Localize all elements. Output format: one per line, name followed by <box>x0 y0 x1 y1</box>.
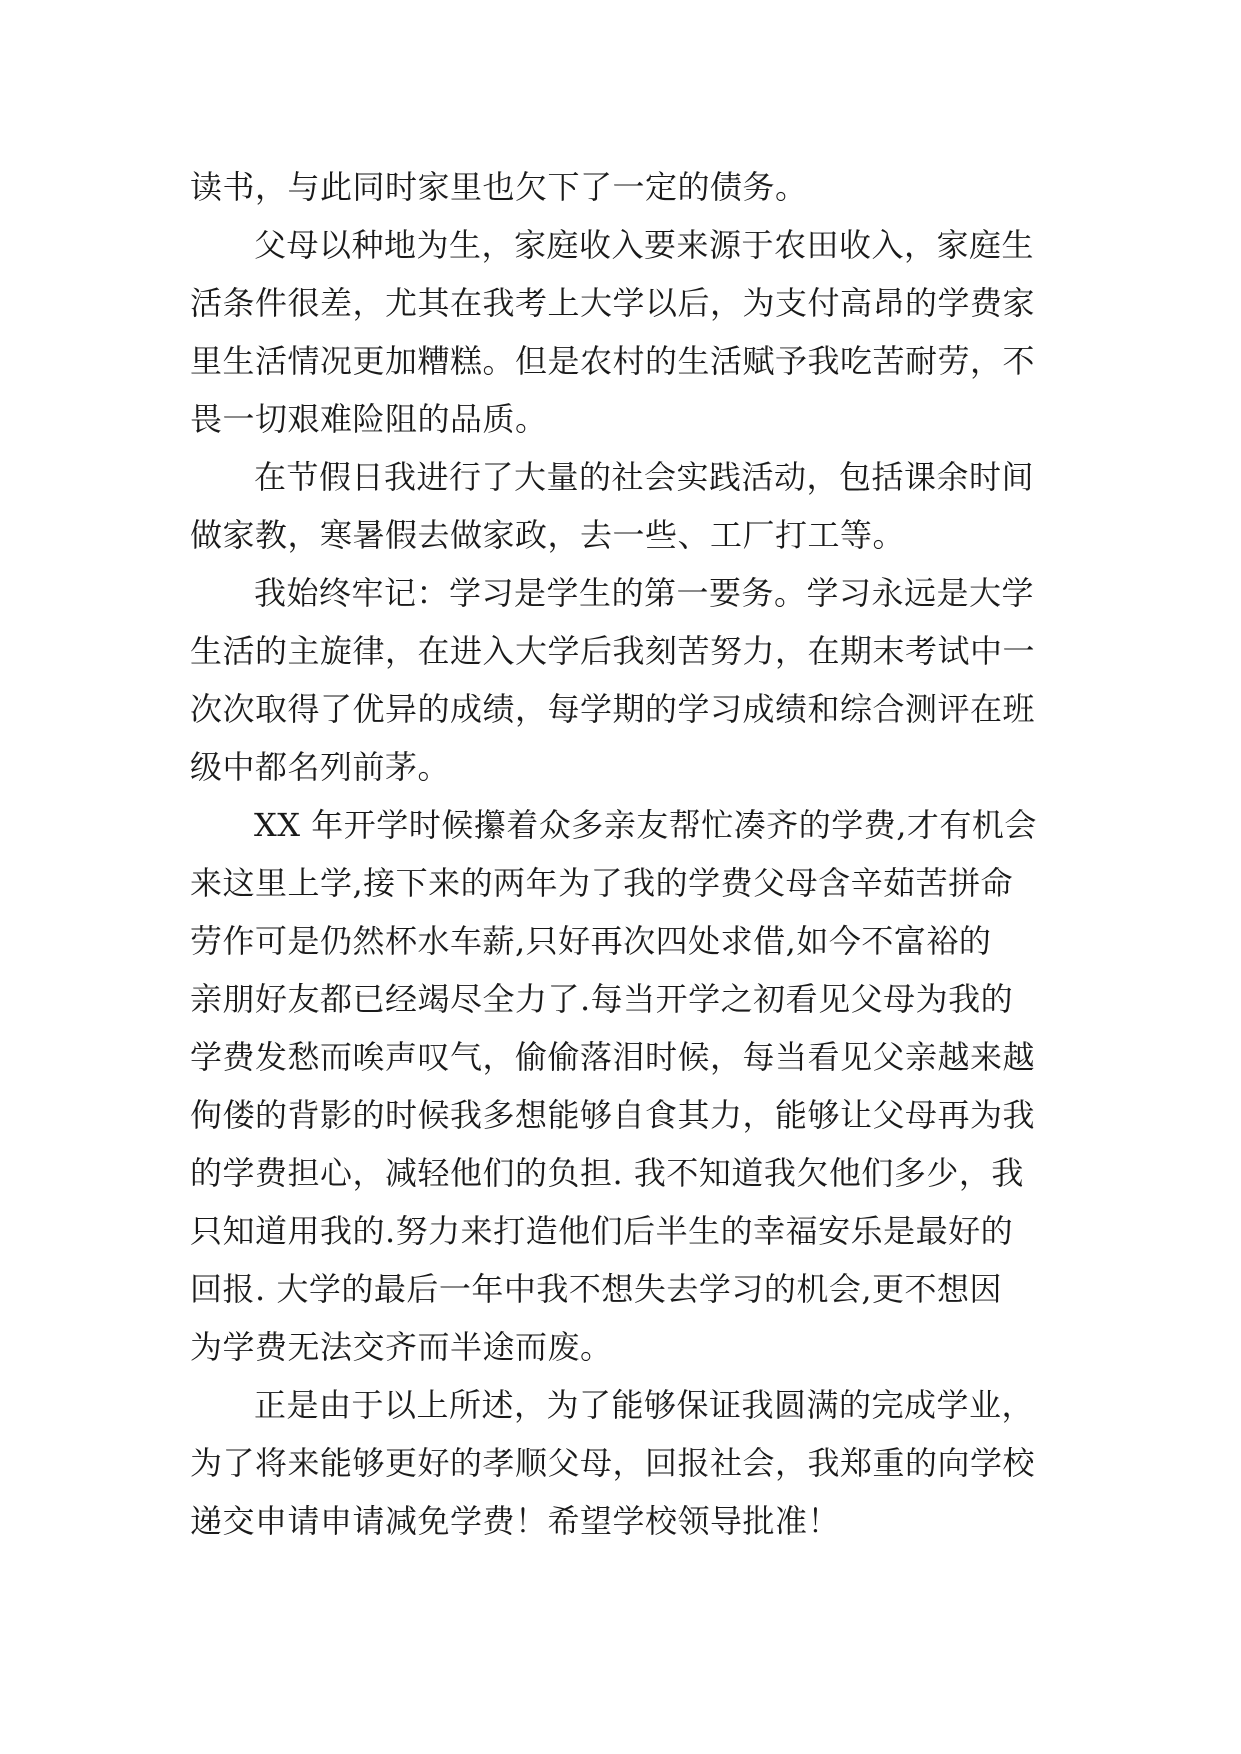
text-line: 亲朋好友都已经竭尽全力了.每当开学之初看见父母为我的 <box>190 980 1014 1018</box>
text-line: 读书，与此同时家里也欠下了一定的债务。 <box>190 168 808 206</box>
text-line: 做家教，寒暑假去做家政，去一些、工厂打工等。 <box>190 516 906 554</box>
text-line: 为了将来能够更好的孝顺父母，回报社会，我郑重的向学校 <box>190 1444 1036 1482</box>
text-line: 回报. 大学的最后一年中我不想失去学习的机会,更不想因 <box>190 1270 1003 1308</box>
text-line: 级中都名列前茅。 <box>190 748 451 786</box>
text-line: 学费发愁而唉声叹气，偷偷落泪时候，每当看见父亲越来越 <box>190 1038 1036 1076</box>
text-line: 佝偻的背影的时候我多想能够自食其力，能够让父母再为我 <box>190 1096 1036 1134</box>
text-line: 次次取得了优异的成绩，每学期的学习成绩和综合测评在班 <box>190 690 1036 728</box>
text-line: 的学费担心，减轻他们的负担. 我不知道我欠他们多少，我 <box>190 1154 1024 1192</box>
text-line: 生活的主旋律，在进入大学后我刻苦努力，在期末考试中一 <box>190 632 1036 670</box>
text-line: 活条件很差，尤其在我考上大学以后，为支付高昂的学费家 <box>190 284 1036 322</box>
text-line: 为学费无法交齐而半途而废。 <box>190 1328 613 1366</box>
text-line: 劳作可是仍然杯水车薪,只好再次四处求借,如今不富裕的 <box>190 922 992 960</box>
text-line: 我始终牢记：学习是学生的第一要务。学习永远是大学 <box>254 574 1035 612</box>
document-body <box>190 158 1060 1550</box>
text-line: 里生活情况更加糟糕。但是农村的生活赋予我吃苦耐劳，不 <box>190 342 1036 380</box>
text-line: 父母以种地为生，家庭收入要来源于农田收入，家庭生 <box>254 226 1035 264</box>
text-line: 在节假日我进行了大量的社会实践活动，包括课余时间 <box>254 458 1035 496</box>
text-line: XX 年开学时候攥着众多亲友帮忙凑齐的学费,才有机会 <box>254 806 1037 844</box>
text-line: 递交申请申请减免学费！希望学校领导批准！ <box>190 1502 841 1540</box>
text-line: 畏一切艰难险阻的品质。 <box>190 400 548 438</box>
text-line: 来这里上学,接下来的两年为了我的学费父母含辛茹苦拼命 <box>190 864 1014 902</box>
text-line: 只知道用我的.努力来打造他们后半生的幸福安乐是最好的 <box>190 1212 1014 1250</box>
text-line: 正是由于以上所述，为了能够保证我圆满的完成学业， <box>254 1386 1035 1424</box>
